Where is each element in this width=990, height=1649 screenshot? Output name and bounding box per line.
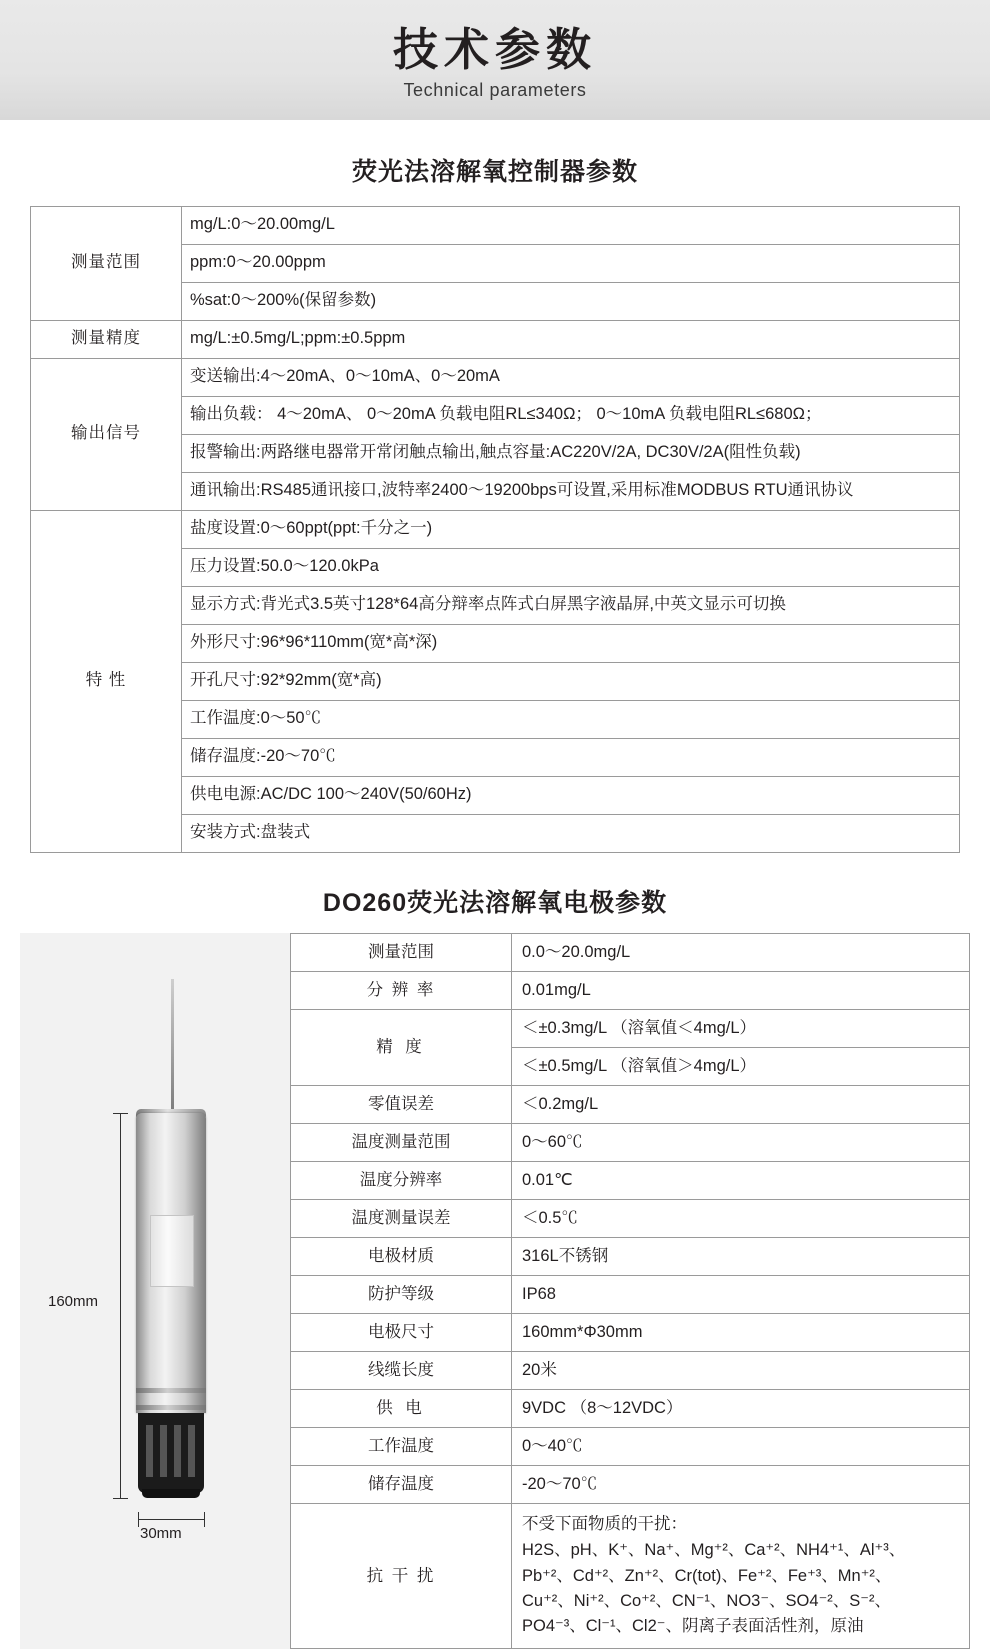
row-value: 开孔尺寸:92*92mm(宽*高): [182, 663, 960, 701]
table-row: [291, 1010, 970, 1048]
row-value: %sat:0～200%(保留参数): [182, 283, 960, 321]
width-dimension-line: [138, 1519, 204, 1520]
row-value: IP68: [512, 1276, 970, 1314]
height-dimension-label: 160mm: [48, 1293, 99, 1310]
row-value: 160mm*Φ30mm: [512, 1314, 970, 1352]
interference-line: PO4⁻³、Cl⁻¹、Cl2⁻、阴离子表面活性剂，原油: [522, 1617, 864, 1636]
table-row: [291, 1352, 970, 1390]
row-value: 9VDC （8～12VDC）: [512, 1390, 970, 1428]
table-row: [31, 321, 960, 359]
row-label: 温度测量范围: [291, 1124, 512, 1162]
row-label: 储存温度: [291, 1466, 512, 1504]
width-dimension-cap: [204, 1512, 205, 1527]
table-row: [291, 1162, 970, 1200]
table-row: [291, 1428, 970, 1466]
controller-section-title: 荧光法溶解氧控制器参数: [351, 158, 638, 186]
row-value: 0.0～20.0mg/L: [512, 934, 970, 972]
row-label: 电极尺寸: [291, 1314, 512, 1352]
probe-foot-icon: [142, 1489, 200, 1498]
row-value: 压力设置:50.0～120.0kPa: [182, 549, 960, 587]
row-label: 测量精度: [31, 321, 182, 359]
probe-label-icon: [150, 1215, 194, 1287]
row-label: 分 辨 率: [291, 972, 512, 1010]
row-label: 温度分辨率: [291, 1162, 512, 1200]
page-banner: [0, 0, 990, 120]
row-value: mg/L:0～20.00mg/L: [182, 207, 960, 245]
table-row: [31, 511, 960, 549]
row-value: 20米: [512, 1352, 970, 1390]
probe-cage-icon: [138, 1413, 204, 1493]
electrode-section: [20, 933, 970, 1649]
interference-heading: 不受下面物质的干扰：: [522, 1515, 687, 1533]
height-dimension-cap: [113, 1498, 128, 1499]
table-row: [291, 1390, 970, 1428]
table-row: [291, 972, 970, 1010]
row-value: 外形尺寸:96*96*110mm(宽*高*深): [182, 625, 960, 663]
probe-diagram: [20, 933, 290, 1649]
page-title: 技术参数: [392, 23, 597, 75]
row-value: 输出负载： 4～20mA、 0～20mA 负载电阻RL≤340Ω； 0～10mA 负载电阻RL≤680Ω；: [182, 397, 960, 435]
width-dimension-label: 30mm: [140, 1525, 182, 1542]
row-label: 工作温度: [291, 1428, 512, 1466]
row-value: ＜0.5℃: [512, 1200, 970, 1238]
row-label: 测量范围: [31, 207, 182, 321]
height-dimension-line: [120, 1113, 121, 1498]
row-label: 特 性: [31, 511, 182, 853]
electrode-spec-table: [290, 933, 970, 1649]
row-label: 供 电: [291, 1390, 512, 1428]
row-value: 报警输出:两路继电器常开常闭触点输出,触点容量:AC220V/2A, DC30V/2A(阻性负载): [182, 435, 960, 473]
row-value: 盐度设置:0～60ppt(ppt:千分之一): [182, 511, 960, 549]
row-value: 0.01mg/L: [512, 972, 970, 1010]
row-label: 线缆长度: [291, 1352, 512, 1390]
row-value: ＜±0.5mg/L （溶氧值＞4mg/L）: [512, 1048, 970, 1086]
table-row: [291, 1276, 970, 1314]
row-label: 抗 干 扰: [291, 1504, 512, 1649]
row-value: 变送输出:4～20mA、0～10mA、0～20mA: [182, 359, 960, 397]
row-value: 供电电源:AC/DC 100～240V(50/60Hz): [182, 777, 960, 815]
row-value: 0.01℃: [512, 1162, 970, 1200]
interference-cell: [512, 1504, 970, 1649]
table-row: [291, 1086, 970, 1124]
table-row: [31, 359, 960, 397]
interference-line: Cu⁺²、Ni⁺²、Co⁺²、CN⁻¹、NO3⁻、SO4⁻²、S⁻²、: [522, 1591, 891, 1610]
row-label: 测量范围: [291, 934, 512, 972]
row-value: 安装方式:盘装式: [182, 815, 960, 853]
row-value: ＜0.2mg/L: [512, 1086, 970, 1124]
interference-line: H2S、pH、K⁺、Na⁺、Mg⁺²、Ca⁺²、NH4⁺¹、Al⁺³、: [522, 1541, 906, 1560]
row-value: 0～60℃: [512, 1124, 970, 1162]
row-value: 工作温度:0～50℃: [182, 701, 960, 739]
row-label: 零值误差: [291, 1086, 512, 1124]
row-value: 储存温度:-20～70℃: [182, 739, 960, 777]
probe-ring-icon: [136, 1405, 206, 1410]
table-row: [31, 207, 960, 245]
table-row: [291, 1314, 970, 1352]
row-value: ＜±0.3mg/L （溶氧值＜4mg/L）: [512, 1010, 970, 1048]
row-label: 温度测量误差: [291, 1200, 512, 1238]
height-dimension-cap: [113, 1113, 128, 1114]
width-dimension-cap: [138, 1512, 139, 1527]
controller-spec-table: [30, 206, 960, 853]
table-row: [291, 934, 970, 972]
probe-ring-icon: [136, 1388, 206, 1393]
table-row: [291, 1124, 970, 1162]
row-value: 0～40℃: [512, 1428, 970, 1466]
row-value: 显示方式:背光式3.5英寸128*64高分辩率点阵式白屏黑字液晶屏,中英文显示可切换: [182, 587, 960, 625]
table-row: [291, 1466, 970, 1504]
row-label: 精 度: [291, 1010, 512, 1086]
table-row: [291, 1504, 970, 1649]
row-value: ppm:0～20.00ppm: [182, 245, 960, 283]
page-subtitle: Technical parameters: [403, 80, 587, 101]
interference-line: Pb⁺²、Cd⁺²、Zn⁺²、Cr(tot)、Fe⁺²、Fe⁺³、Mn⁺²、: [522, 1566, 892, 1585]
table-row: [291, 1200, 970, 1238]
row-label: 防护等级: [291, 1276, 512, 1314]
row-label: 电极材质: [291, 1238, 512, 1276]
table-row: [291, 1238, 970, 1276]
row-value: 316L不锈钢: [512, 1238, 970, 1276]
row-label: 输出信号: [31, 359, 182, 511]
row-value: 通讯输出:RS485通讯接口,波特率2400～19200bps可设置,采用标准MODBUS RTU通讯协议: [182, 473, 960, 511]
row-value: mg/L:±0.5mg/L;ppm:±0.5ppm: [182, 321, 960, 359]
electrode-section-title: DO260荧光法溶解氧电极参数: [322, 889, 668, 917]
row-value: -20～70℃: [512, 1466, 970, 1504]
